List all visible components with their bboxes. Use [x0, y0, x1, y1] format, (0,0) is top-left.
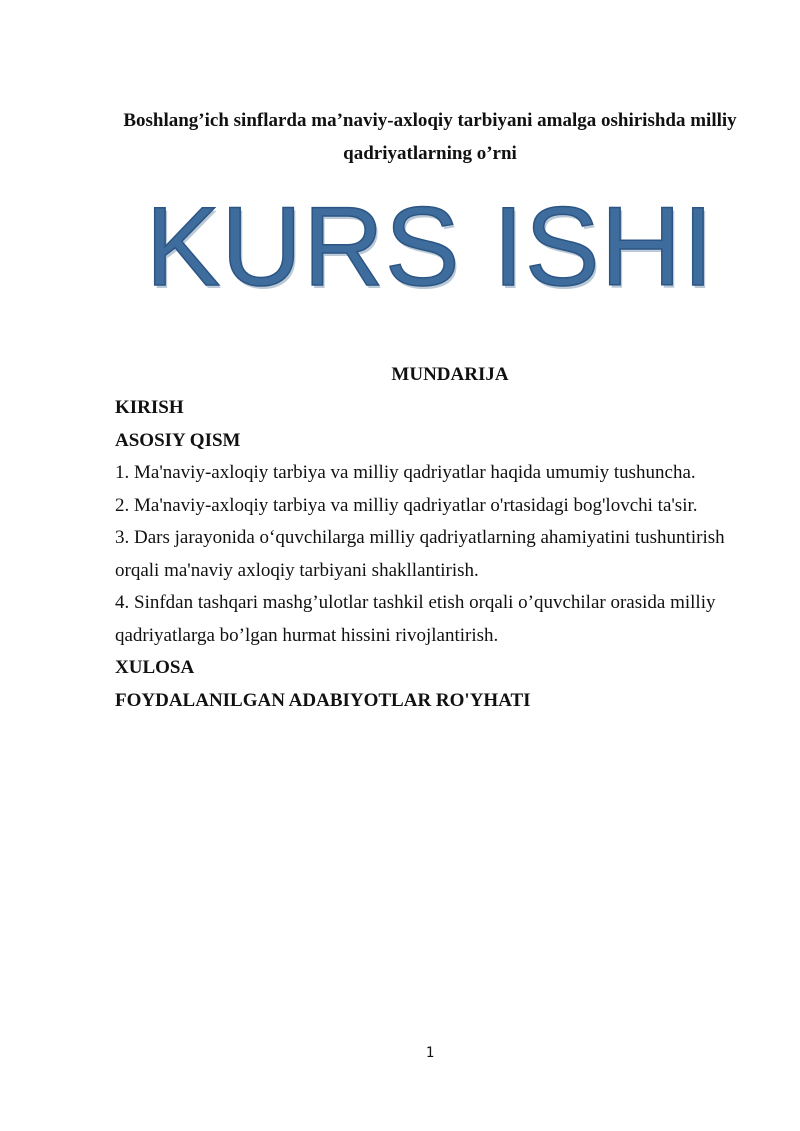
toc-entry-intro: KIRISH [115, 397, 184, 418]
toc-entry-section-3: 3. Dars jarayonida o‘quvchilarga milliy qadriyatlarning ahamiyatini tushuntirish orqali ma'naviy axloqiy tarbiyani shakllantirish. [115, 527, 725, 581]
toc-entry-references: FOYDALANILGAN ADABIYOTLAR RO'YHATI [115, 689, 531, 711]
page-number: 1 [425, 1045, 435, 1061]
toc-entry-conclusion: XULOSA [115, 657, 195, 678]
toc-entry-main-part: ASOSIY QISM [115, 429, 241, 451]
table-of-contents [115, 392, 735, 717]
document-title: Boshlang’ich sinflarda ma’naviy-axloqiy tarbiyani amalga oshirishda milliy qadriyatlarning o’rni [123, 110, 737, 164]
toc-entry-section-4: 4. Sinfdan tashqari mashg’ulotlar tashkil etish orqali o’quvchilar orasida milliy qadriyatlarga bo’lgan hurmat hissini rivojlantirish. [115, 592, 716, 646]
toc-heading: MUNDARIJA [391, 364, 509, 385]
kurs-ishi-banner: KURS ISHI [145, 184, 715, 309]
toc-entry-section-1: 1. Ma'naviy-axloqiy tarbiya va milliy qadriyatlar haqida umumiy tushuncha. [115, 462, 696, 483]
toc-entry-section-2: 2. Ma'naviy-axloqiy tarbiya va milliy qadriyatlar o'rtasidagi bog'lovchi ta'sir. [115, 494, 698, 516]
